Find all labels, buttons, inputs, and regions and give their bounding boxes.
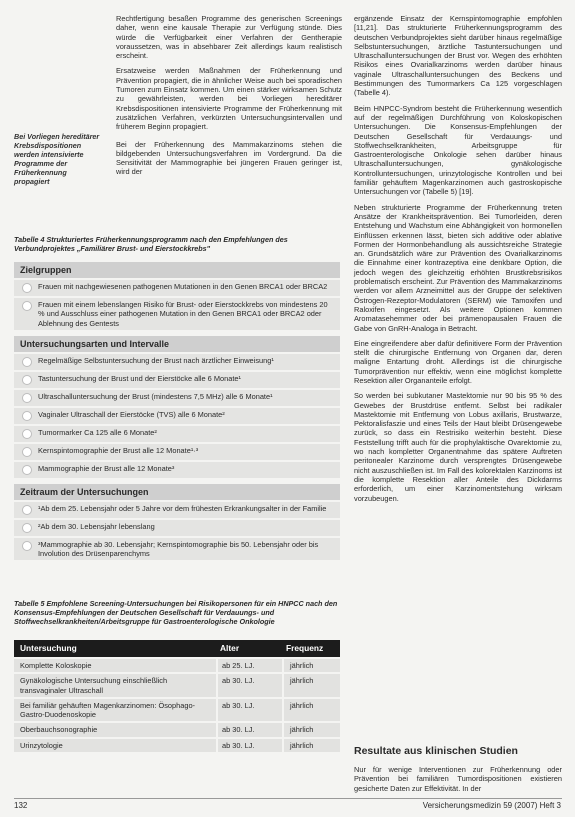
table-section <box>14 484 340 561</box>
table-5-caption: Tabelle 5 Empfohlene Screening-Untersuchungen bei Risikopersonen für ein HNPCC nach den Konsensus-Empfehlungen der Deutschen Gesellschaft für Verdauungs- und Stoffwechselkrankheiten/Arbeitsgruppe für Gastroenterologische Onkologie <box>14 599 338 626</box>
page-number: 132 <box>14 801 28 810</box>
margin-note: Bei Vorliegen hereditärer Krebsdispositionen werden intensivierte Programme der Früherkennung propagiert <box>14 132 100 186</box>
bullet-icon <box>22 357 32 367</box>
bullet-icon <box>22 283 32 293</box>
section-title: Resultate aus klinischen Studien <box>354 745 518 757</box>
journal-reference: Versicherungsmedizin 59 (2007) Heft 3 <box>422 801 561 810</box>
table-row: Mammographie der Brust alle 12 Monate³ <box>14 462 340 478</box>
table-row: Vaginaler Ultraschall der Eierstöcke (TVS) alle 6 Monate² <box>14 408 340 424</box>
bullet-icon <box>22 411 32 421</box>
paragraph: Ersatzweise werden Maßnahmen der Früherkennung und Prävention propagiert, die in ähnlicher Weise auch bei sporadischen Tumoren zum Einsatz kommen. Um einen stärker wirksamen Schutz zu gewährleisten, werden bei Vorliegen hereditärer Krebsdispositionen intensivierte Programme der Früherkennung mit zusätzlichen Verfahren, verkürzten Untersuchungsintervallen und früherem Beginn propagiert. <box>116 66 342 132</box>
table-row: Kernspintomographie der Brust alle 12 Monate¹·³ <box>14 444 340 460</box>
header-untersuchung: Untersuchung <box>20 643 77 653</box>
paragraph: Beim HNPCC-Syndrom besteht die Früherkennung wesentlich auf der regelmäßigen Durchführung von Koloskopischen Untersuchungen. Die Konsensus-Empfehlungen der Deutschen Gesellschaft für Verdauungs- und Stoffwechselkrankheiten, Arbeitsgruppe für Gastroenterologische Onkologie sehen darüber hinaus Ultraschalluntersuchungen, gynäkologische Kontrolluntersuchungen, urinzytologische Kontrollen und bei familiär gehäuftem Magenkarzinomen auch gastroskopische Untersuchungen vor (Tabelle 5) [19]. <box>354 103 562 197</box>
bullet-icon <box>22 393 32 403</box>
table-section <box>14 262 340 330</box>
table-row: Oberbauchsonographie ab 30. LJ. jährlich <box>14 723 340 736</box>
table-row: Komplette Koloskopie ab 25. LJ. jährlich <box>14 659 340 672</box>
bullet-icon <box>22 465 32 475</box>
table-section <box>14 336 340 478</box>
table-row: Frauen mit nachgewiesenen pathogenen Mutationen in den Genen BRCA1 oder BRCA2 <box>14 280 340 296</box>
section-heading: Zeitraum der Untersuchungen <box>14 484 340 500</box>
table-row: Ultraschalluntersuchung der Brust (mindestens 7,5 MHz) alle 6 Monate¹ <box>14 390 340 406</box>
table-header <box>14 640 340 657</box>
table-row: ³Mammographie ab 30. Lebensjahr; Kernspintomographie bis 50. Lebensjahr oder bis Involution des Drüsenparenchyms <box>14 538 340 561</box>
column-1-text <box>116 14 342 183</box>
table-row: Gynäkologische Untersuchung einschließlich transvaginaler Ultraschall ab 30. LJ. jährlich <box>14 674 340 697</box>
paragraph: Eine eingreifendere aber dafür definitivere Form der Prävention stellt die chirurgische Entfernung von Organen dar, deren maligne Entartung droht. Allerdings ist die chirurgische Tumorprävention nur effektiv, wenn eine möglichst komplette Resektion aller Organanteile erfolgt. <box>354 338 562 385</box>
table-5 <box>14 640 340 752</box>
bullet-icon <box>22 523 32 533</box>
paragraph: So werden bei subkutaner Mastektomie nur 90 bis 95 % des Gewebes der Brustdrüse entfernt. Selbst bei radikaler Mastektomie mit Entfernung von Lobus axillaris, Brustwarze, Pektoralisfaszie und eines Teils der Haut bleibt Drüsengewebe zurück, so dass ein Restrisiko weiterhin besteht. Diese Feststellung trifft auch für die prophylaktische Ovarektomie zu, wo nach kompletter Organentnahme das spätere Auftreten peritonealer Karzinome durch versprengtes Drüsengewebe nicht auszuschließen ist. Im Fall des kolorektalen Karzinoms ist die komplette Resektion aller Anteile des Dickdarms erforderlich, um einer Karzinomentstehung wirksam vorzubeugen. <box>354 391 562 503</box>
table-row: Urinzytologie ab 30. LJ. jährlich <box>14 739 340 752</box>
paragraph: Neben strukturierte Programme der Früherkennung treten Ansätze der Krankheitsprävention. Bei Tumorleiden, deren Entstehung und Wachstum eine Abhängigkeit von hormonellen Einflüssen erkennen lässt, bieten sich additive oder ablative Formen der Hormonbehandlung als aussichtsreiche Strategie an. Grundsätzlich wäre zur Prävention des Ovarialkarzinoms die Einnahme einer kontrazeptiva eine denkbare Option, die jedoch wegen des gleichzeitig erhöhten Brustkrebsrisikos problematisch erscheint. Zur Prävention des Mammakarzinoms werden vor allem Arzneimittel aus der Gruppe der selektiven Östrogen-Rezeptor-Modulatoren (SERM) wie Tamoxifen und Raloxifen eingesetzt. Als weitere Optionen kommen Aromatasehemmer oder bei prämenopausalen Frauen die Gabe von GnRH-Analoga in Betracht. <box>354 202 562 333</box>
column-2-end <box>354 765 562 799</box>
footer-rule <box>14 798 562 799</box>
paragraph: Rechtfertigung besaßen Programme des generischen Screenings daher, wenn eine kausale Therapie zur Verfügung stünde. Dies würde die Verfügbarkeit einer Verfahren der Gentherapie voraussetzen, was in absehbarer Zeit allerdings kaum realistisch erscheint. <box>116 14 342 61</box>
header-alter: Alter <box>220 643 240 653</box>
paragraph: Bei der Früherkennung des Mammakarzinoms stehen die bildgebenden Untersuchungsverfahren im Vordergrund. Da die Sensitivität der Mammographie bei jüngeren Frauen geringer ist, wird der <box>116 139 342 177</box>
bullet-icon <box>22 541 32 551</box>
table-4 <box>14 260 340 560</box>
bullet-icon <box>22 301 32 311</box>
table-row: ²Ab dem 30. Lebensjahr lebenslang <box>14 520 340 536</box>
section-heading: Zielgruppen <box>14 262 340 278</box>
section-heading: Untersuchungsarten und Intervalle <box>14 336 340 352</box>
table-row: Frauen mit einem lebenslangen Risiko für Brust- oder Eierstockkrebs von mindestens 20 % und Ausschluss einer pathogenen Mutation in den Genen BRCA1 oder BRCA2 oder Ablehnung des Gentests <box>14 298 340 330</box>
table-row: Regelmäßige Selbstuntersuchung der Brust nach ärztlicher Einweisung¹ <box>14 354 340 370</box>
table-row: ¹Ab dem 25. Lebensjahr oder 5 Jahre vor dem frühesten Erkrankungsalter in der Familie <box>14 502 340 518</box>
paragraph: Nur für wenige Interventionen zur Früherkennung oder Prävention bei familiären Tumordispositionen existieren gesicherte Daten zur Effektivität. In der <box>354 765 562 793</box>
bullet-icon <box>22 505 32 515</box>
bullet-icon <box>22 375 32 385</box>
table-row: Tastuntersuchung der Brust und der Eierstöcke alle 6 Monate¹ <box>14 372 340 388</box>
header-frequenz: Frequenz <box>286 643 324 653</box>
table-row: Tumormarker Ca 125 alle 6 Monate² <box>14 426 340 442</box>
bullet-icon <box>22 429 32 439</box>
bullet-icon <box>22 447 32 457</box>
table-4-caption: Tabelle 4 Strukturiertes Früherkennungsprogramm nach den Empfehlungen des Verbundprojektes „Familiärer Brust- und Eierstockkrebs" <box>14 235 288 253</box>
paragraph: ergänzende Einsatz der Kernspintomographie empfohlen [11,21]. Das strukturierte Früherkennungsprogramm des deutschen Verbundprojektes sieht darüber hinaus regelmäßige Selbstuntersuchungen, ärztliche Tastuntersuchungen und Ultraschalluntersuchungen der Brust vor. Wegen des erhöhten Risikos eines Ovarialkarzinoms werden darüber hinaus vaginale Ultraschalluntersuchungen des Beckens und Bestimmungen des Tumormarkers Ca 125 vorgeschlagen (Tabelle 4). <box>354 14 562 98</box>
column-2-text <box>354 14 562 509</box>
table-row: Bei familiär gehäuften Magenkarzinomen: Ösophago-Gastro-Duodenoskopie ab 30. LJ. jährlich <box>14 699 340 722</box>
